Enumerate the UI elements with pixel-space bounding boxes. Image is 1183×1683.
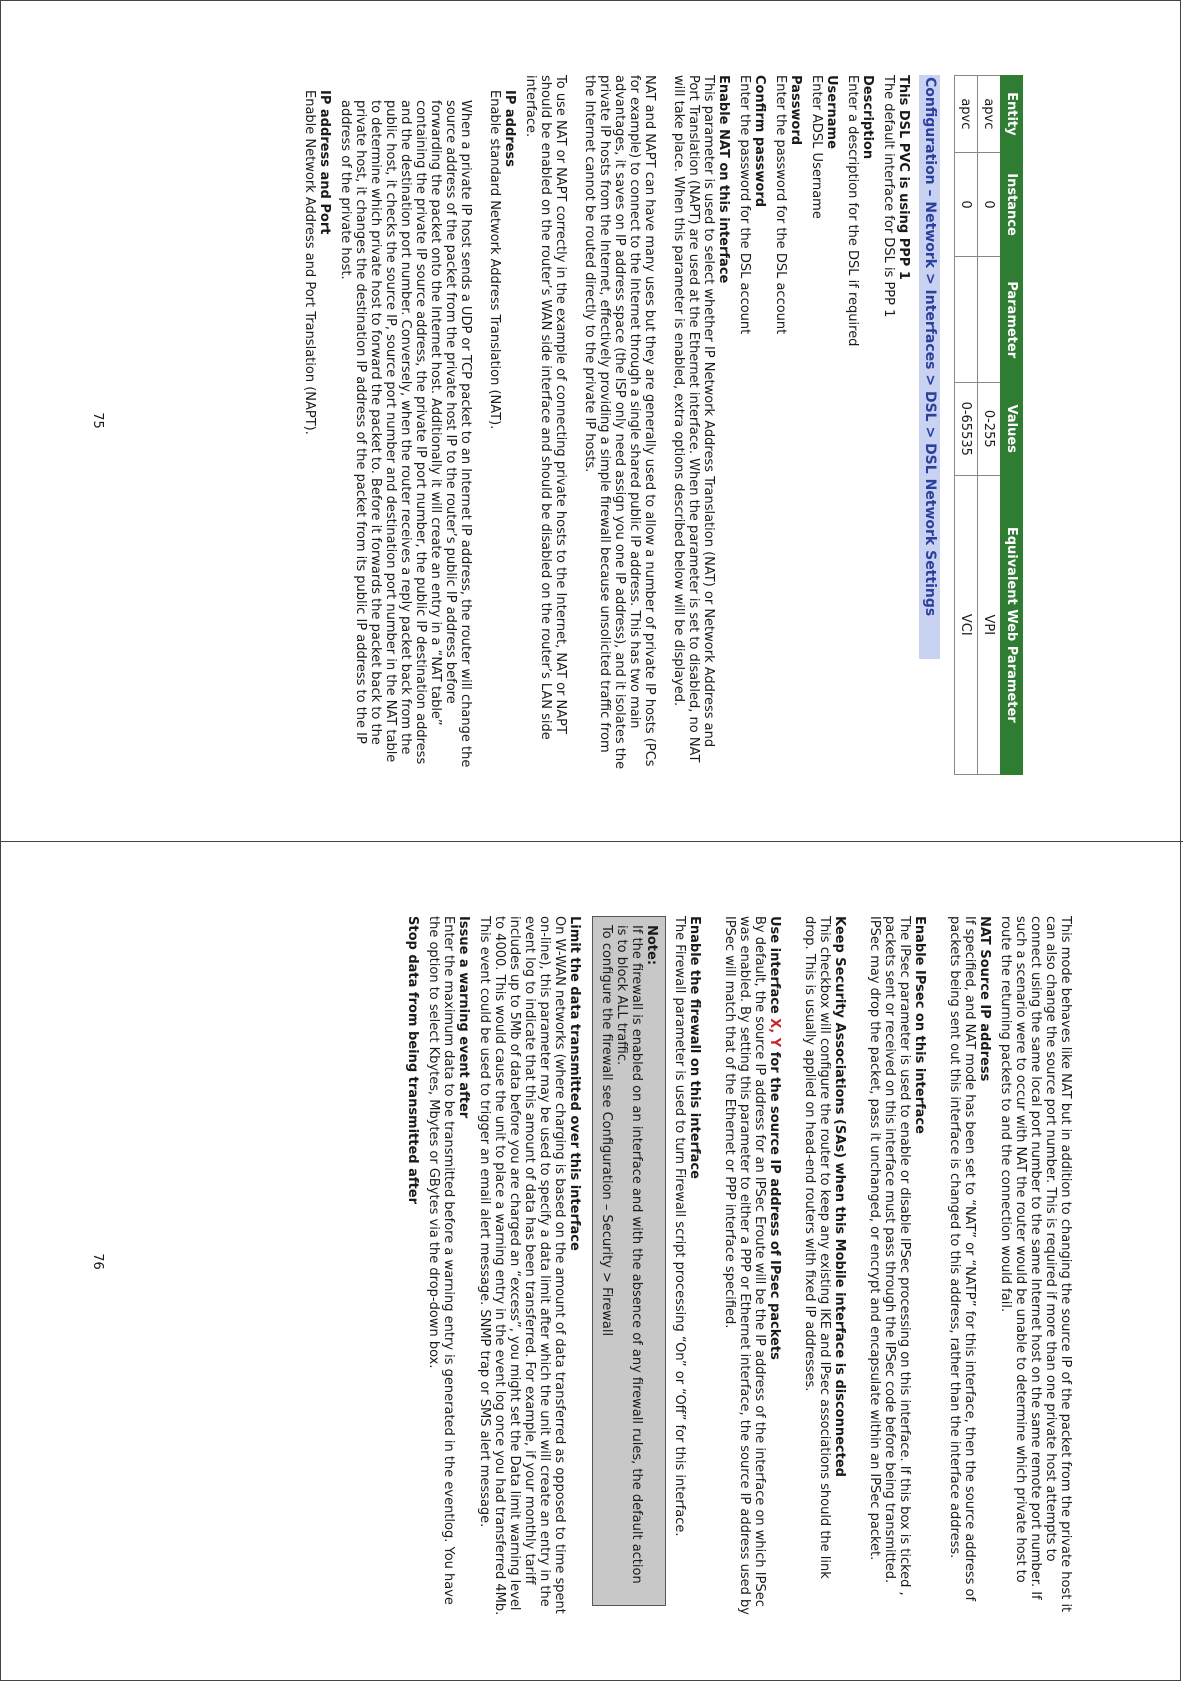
text-nat-source-ip: If specified, and NAT mode has been set to “NAT” or “NATP” for this interface, then the source address of packets being sent out this interface is changed to this address, rather than the interface address.: [947, 916, 977, 1602]
table-cell: VCI: [955, 475, 978, 774]
heading-limit-data: Limit the data transmitted over this interface: [567, 916, 582, 1251]
table-cell: [955, 257, 978, 383]
table-row: [955, 76, 978, 775]
text-ip-address-port: Enable Network Address and Port Translation (NAPT).: [302, 90, 317, 435]
text-description: Enter a description for the DSL if required: [845, 75, 860, 347]
heading-confirm-password: Confirm password: [752, 75, 767, 208]
table-header: Values: [1001, 382, 1023, 475]
table-cell: 0-255: [978, 382, 1001, 475]
table-header: Entity: [1001, 76, 1023, 153]
text-warning-event: Enter the maximum data to be transmitted before a warning entry is generated in the eventlog. You have the option to select Kbytes, Mbytes or GBytes via the drop-down box.: [426, 916, 456, 1605]
page-75: [0, 0, 1183, 841]
table-cell: apvc: [978, 76, 1001, 153]
table-cell: 0-65535: [955, 382, 978, 475]
heading-warning-event: Issue a warning event after: [456, 916, 471, 1119]
text-dsl-ppp: The default interface for DSL is PPP 1: [881, 75, 896, 318]
text-username: Enter ADSL Username: [809, 75, 824, 219]
text-use-interface: By default, the source IP address for an IPSec Eroute will be the IP address of the interface on which IPSec was enabled. By setting this parameter to either a PPP or Ethernet interface, the source IP address used by IPSec will match that of the Ethernet or PPP interface specified.: [722, 916, 767, 1615]
note-text: If the firewall is enabled on an interface and with the absence of any firewall rules, the default action is to block ALL traffic.: [614, 925, 644, 1584]
text-enable-nat: This parameter is used to select whether IP Network Address Translation (NAT) or Network Address and Port Translation (NAPT) are used at the Ethernet interface. When the parameter is set to disabled, no NAT will take place. When this parameter is enabled, extra options described below will be displayed.: [671, 75, 716, 763]
page-76: [0, 841, 1183, 1682]
note-firewall-config-link: To configure the firewall see Configuration – Security > Firewall: [599, 925, 614, 1337]
table-cell: apvc: [955, 76, 978, 153]
text-confirm-password: Enter the password for the DSL account: [737, 75, 752, 335]
text-password: Enter the password for the DSL account: [773, 75, 788, 335]
table-cell: 0: [978, 152, 1001, 257]
table-cell: [978, 257, 1001, 383]
note-title: Note:: [644, 925, 659, 966]
napt-intro-paragraph: This mode behaves like NAT but in addition to changing the source IP of the packet from the private host it can also change the source port number. This is required if more than one private host attempts to connect using the same local port number to the same Internet host on the same remote port number. If such a scenario were to occur with NAT the router would be unable to determine which private host to route the returning packets to and the connection would fail.: [998, 916, 1073, 1613]
heading-enable-ipsec: Enable IPsec on this interface: [912, 916, 927, 1134]
page-number: 75: [90, 412, 105, 429]
table-cell: VPI: [978, 475, 1001, 774]
page-number: 76: [90, 1253, 105, 1270]
heading-dsl-ppp: This DSL PVC is using PPP 1: [896, 75, 911, 280]
parameter-table: [954, 75, 1023, 775]
heading-enable-firewall: Enable the firewall on this interface: [687, 916, 702, 1179]
section-title-bar: Configuration – Network > Interfaces > DSL > DSL Network Settings: [919, 75, 940, 659]
heading-username: Username: [824, 75, 839, 149]
table-header: Instance: [1001, 152, 1023, 257]
ip-address-detail: When a private IP host sends a UDP or TCP packet to an Internet IP address, the router will change the source address of the packet from the private host IP to the router’s public IP address before forwarding the packet onto the Internet host. Additionally it will create an entry in a “NAT table” containing the private IP source address, the private IP port number, the public IP destination address and the destination port number. Conversely, when the router receives a reply packet back from the public host, it checks the source IP, source port number and destination port number in the NAT table to determine which private host to forward the packet to. Before it forwards the packet back to the private host, it changes the destination IP address of the packet from its public IP address to the IP address of the private host.: [338, 100, 473, 768]
page-75-content: [298, 75, 1023, 775]
heading-keep-sas: Keep Security Associations (SAs) when this Mobile interface is disconnected: [832, 916, 847, 1477]
table-header: Parameter: [1001, 257, 1023, 383]
text-limit-data: On W-WAN networks (where charging is based on the amount of data transferred as opposed to time spent on-line), this parameter may be used to specify a data limit after which the unit will create an entry in the event log to indicate that this amount of data has been transferred. For example, if your monthly tariff includes up to 5Mb of data before you are charged an “excess”, you might set the Data limit warning level to 4000. This would cause the unit to place a warning entry in the event log once you had transferred 4Mb. This event could be used to trigger an email alert message. SNMP trap or SMS alert message.: [477, 916, 567, 1616]
firewall-note-box: [592, 916, 666, 1606]
table-header: Equivalent Web Parameter: [1001, 475, 1023, 774]
napt-paragraph: To use NAT or NAPT correctly in the example of connecting private hosts to the Internet, NAT or NAPT should be enabled on the router’s WAN side interface and should be disabled on the router’s LAN side interface.: [523, 75, 568, 740]
nat-paragraph: NAT and NAPT can have many uses but they are generally used to allow a number of private IP hosts (PCs for example) to connect to the Internet through a single shared public IP address. This has two main advantages, it saves on IP address space (the ISP only need assign you one IP address), and it isolates the private IP hosts from the Internet, effectively providing a simple firewall because unsolicited traffic from the Internet cannot be routed directly to the private IP hosts.: [582, 75, 657, 770]
heading-description: Description: [860, 75, 875, 160]
table-header-row: [1001, 76, 1023, 775]
heading-nat-source-ip: NAT Source IP address: [977, 916, 992, 1082]
heading-stop-data: Stop data from being transmitted after: [405, 916, 420, 1205]
text-enable-firewall: The Firewall parameter is used to turn Firewall script processing “On” or “Off” for this interface.: [672, 916, 687, 1537]
heading-enable-nat: Enable NAT on this interface: [716, 75, 731, 284]
page-76-content: [405, 916, 1073, 1616]
text-keep-sas: This checkbox will configure the router to keep any existing IKE and IPsec associations should the link drop. This is usually applied on head-end routers with fixed IP addresses.: [802, 916, 832, 1579]
table-row: [978, 76, 1001, 775]
heading-ip-address-port: IP address and Port: [317, 90, 332, 235]
heading-use-interface: Use interface X, Y for the source IP address of IPsec packets: [767, 916, 782, 1360]
text-ip-address: Enable standard Network Address Translation (NAT).: [487, 90, 502, 430]
text-enable-ipsec: The IPsec parameter is used to enable or disable IPSec processing on this interface. If this box is ticked , packets sent or received on this interface must pass through the IPSec code before being transmitted. IPSec may drop the packet, pass it unchanged, or encrypt and encapsulate within an IPSec packet.: [867, 916, 912, 1596]
heading-password: Password: [788, 75, 803, 146]
heading-ip-address: IP address: [502, 90, 517, 167]
interface-xy-placeholder: X, Y: [767, 1018, 782, 1048]
table-cell: 0: [955, 152, 978, 257]
